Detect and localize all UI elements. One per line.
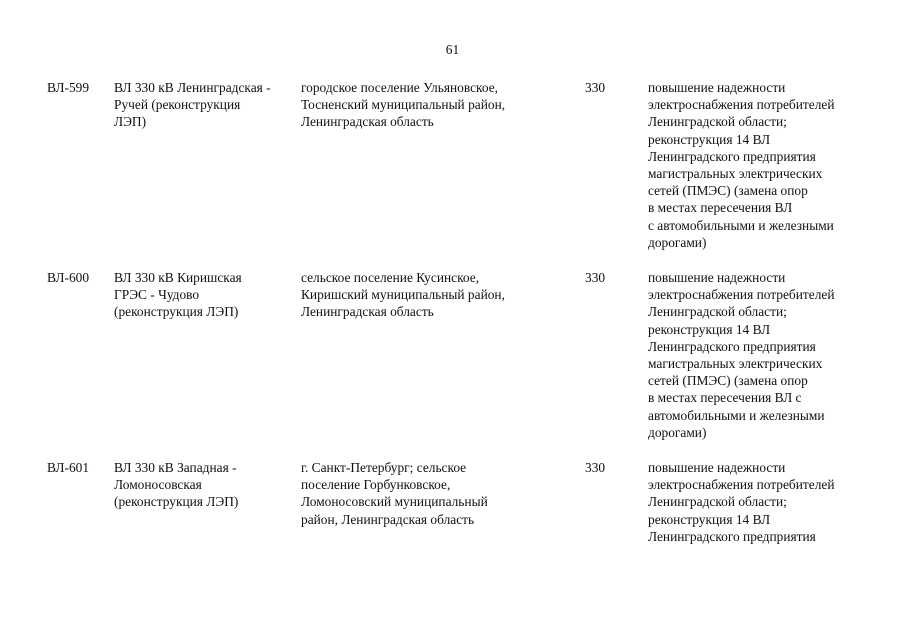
- line-code: ВЛ-601: [47, 460, 90, 475]
- line-location: сельское поселение Кусинское, Киришский муниципальный район, Ленинградская область: [301, 270, 505, 320]
- line-location: городское поселение Ульяновское, Тосненский муниципальный район, Ленинградская область: [301, 80, 506, 130]
- line-name: ВЛ 330 кВ Киришская ГРЭС - Чудово (реконструкция ЛЭП): [114, 270, 242, 320]
- line-location: г. Санкт-Петербург; сельское поселение Горбунковское, Ломоносовский муниципальный район, Ленинградская область: [301, 460, 488, 527]
- line-purpose: повышение надежности электроснабжения потребителей Ленинградской области; реконструкция 14 ВЛ Ленинградского предприятия магистральных электрических сетей (ПМЭС) (замена опор в местах пересечения ВЛ с автомобильными и железными дорогами): [648, 80, 835, 250]
- line-code: ВЛ-600: [47, 270, 90, 285]
- page-number: 61: [445, 42, 460, 57]
- line-voltage: 330: [585, 270, 606, 285]
- line-name: ВЛ 330 кВ Западная - Ломоносовская (реконструкция ЛЭП): [114, 460, 239, 510]
- line-code: ВЛ-599: [47, 80, 90, 95]
- line-voltage: 330: [585, 80, 606, 95]
- line-name: ВЛ 330 кВ Ленинградская - Ручей (реконструкция ЛЭП): [114, 80, 271, 130]
- line-purpose: повышение надежности электроснабжения потребителей Ленинградской области; реконструкция 14 ВЛ Ленинградского предприятия магистральных электрических сетей (ПМЭС) (замена опор в местах пересечения ВЛ с автомобильными и железными дорогами): [648, 270, 835, 440]
- line-voltage: 330: [585, 460, 606, 475]
- line-purpose: повышение надежности электроснабжения потребителей Ленинградской области; реконструкция 14 ВЛ Ленинградского предприятия: [648, 460, 835, 544]
